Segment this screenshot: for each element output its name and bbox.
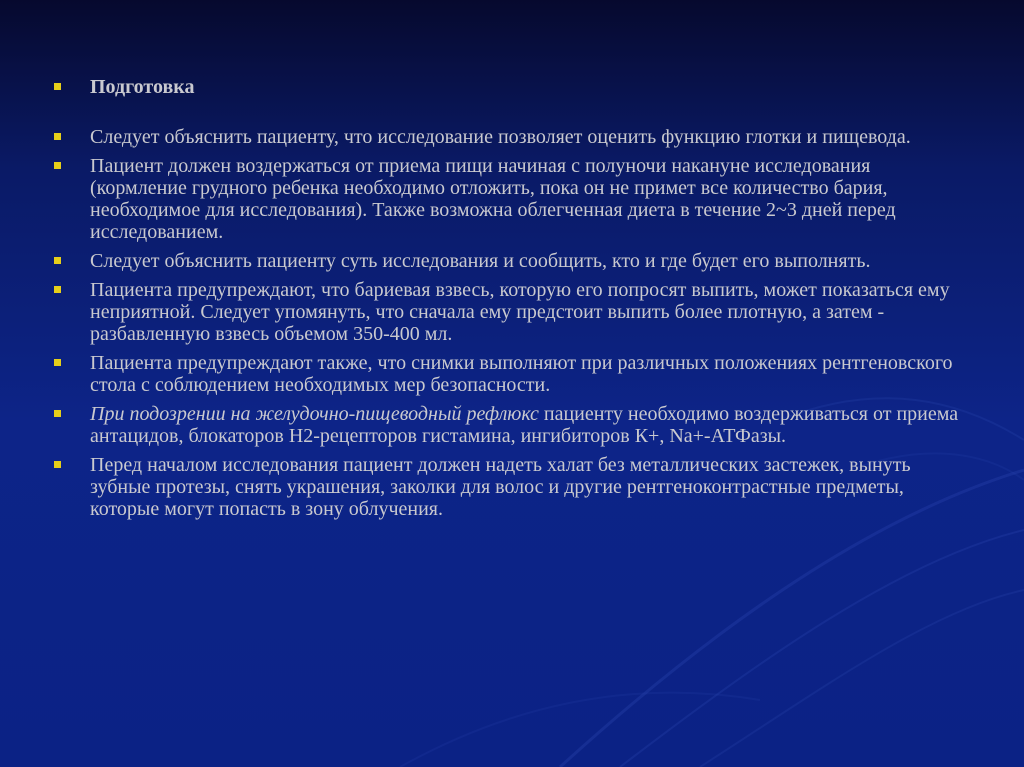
slide-heading: Подготовка xyxy=(90,76,195,98)
list-item-text: Пациента предупреждают, что бариевая взвесь, которую его попросят выпить, может показаться ему неприятной. Следует упомянуть, что сначала ему предстоит выпить более плотную, а затем - разбавленную взвесь объемом 350-400 мл. xyxy=(90,279,950,345)
slide-content xyxy=(50,76,970,527)
list-item xyxy=(50,155,970,243)
list-item xyxy=(50,279,970,345)
list-item-text: пациенту необходимо воздерживаться от приема антацидов, блокаторов Н2-рецепторов гистамина, ингибиторов К+, Na+-АТФазы. xyxy=(90,403,959,447)
square-bullet-icon xyxy=(54,410,61,417)
square-bullet-icon xyxy=(54,286,61,293)
heading-item xyxy=(50,76,970,98)
square-bullet-icon xyxy=(54,257,61,264)
list-item xyxy=(50,454,970,520)
square-bullet-icon xyxy=(54,83,61,90)
square-bullet-icon xyxy=(54,359,61,366)
list-item xyxy=(50,352,970,396)
list-item xyxy=(50,250,970,272)
list-item-text: Пациент должен воздержаться от приема пищи начиная с полуночи накануне исследования (кормление грудного ребенка необходимо отложить, пока он не примет все количество бария, необходимое для исследования). Также возможна облегченная диета в течение 2~3 дней перед исследованием. xyxy=(90,155,896,243)
list-item-text: Пациента предупреждают также, что снимки выполняют при различных положениях рентгеновского стола с соблюдением необходимых мер безопасности. xyxy=(90,352,953,396)
list-item-text: Следует объяснить пациенту суть исследования и сообщить, кто и где будет его выполнять. xyxy=(90,250,871,272)
list-item xyxy=(50,403,970,447)
square-bullet-icon xyxy=(54,461,61,468)
bullet-list xyxy=(50,76,970,520)
list-item-italic-text: При подозрении на желудочно-пищеводный рефлюкс xyxy=(90,403,539,425)
list-item xyxy=(50,126,970,148)
square-bullet-icon xyxy=(54,162,61,169)
square-bullet-icon xyxy=(54,133,61,140)
list-item-text: Следует объяснить пациенту, что исследование позволяет оценить функцию глотки и пищевода. xyxy=(90,126,911,148)
list-item-text: Перед началом исследования пациент должен надеть халат без металлических застежек, вынуть зубные протезы, снять украшения, заколки для волос и другие рентгеноконтрастные предметы, которые могут попасть в зону облучения. xyxy=(90,454,911,520)
